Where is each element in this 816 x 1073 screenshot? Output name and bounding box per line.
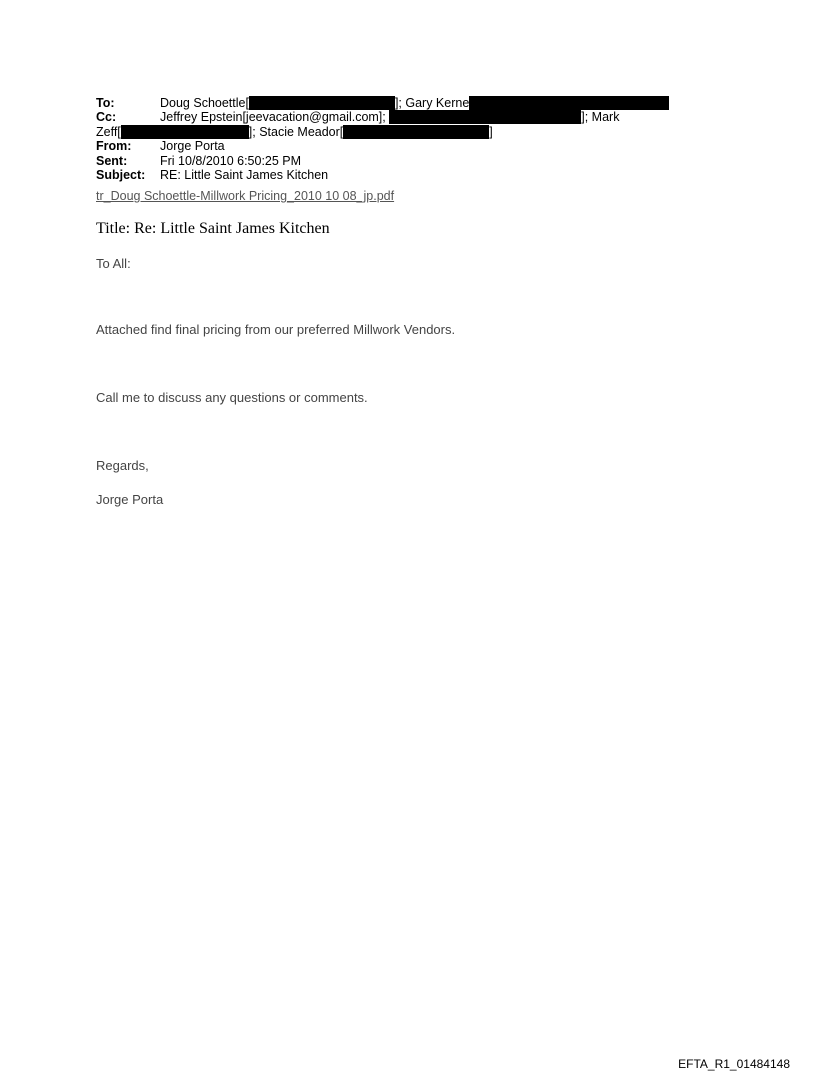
from-row [96, 139, 696, 153]
body-greeting: To All: [96, 256, 131, 271]
subject-value: RE: Little Saint James Kitchen [160, 167, 329, 182]
redaction-box [121, 125, 249, 139]
cc-cont-name: Zeff[ [96, 124, 121, 139]
cc-recipient: Jeffrey Epstein[jeevacation@gmail.com]; [160, 110, 386, 125]
redaction-box [469, 96, 669, 110]
sent-row [96, 154, 696, 168]
to-value [160, 96, 669, 110]
cc-cont-name-2: ]; Stacie Meador[ [248, 124, 344, 139]
cc-value [160, 110, 619, 124]
body-signature: Jorge Porta [96, 492, 164, 507]
subject-label: Subject: [96, 167, 146, 182]
attachment-link[interactable]: tr_Doug Schoettle-Millwork Pricing_2010 10 08_jp.pdf [96, 189, 395, 203]
redaction-box [249, 96, 395, 110]
redaction-box [343, 125, 489, 139]
body-line-1: Attached find final pricing from our preferred Millwork Vendors. [96, 322, 456, 337]
cc-continuation [96, 125, 493, 139]
email-header [96, 96, 696, 182]
redaction-box [389, 110, 581, 124]
cc-continuation-row [96, 125, 696, 139]
cc-cont-end: ] [489, 124, 493, 139]
cc-row [96, 110, 696, 124]
body-closing: Regards, [96, 458, 149, 473]
to-row [96, 96, 696, 110]
body-line-2: Call me to discuss any questions or comments. [96, 390, 368, 405]
page-title: Title: Re: Little Saint James Kitchen [96, 220, 330, 237]
to-separator: ]; Gary Kerne [394, 96, 470, 110]
cc-label: Cc: [96, 110, 117, 125]
to-name: Doug Schoettle[ [160, 96, 249, 110]
subject-row [96, 168, 696, 182]
from-label: From: [96, 139, 132, 154]
sent-value: Fri 10/8/2010 6:50:25 PM [160, 153, 302, 168]
sent-label: Sent: [96, 153, 128, 168]
to-label: To: [96, 96, 115, 110]
cc-recipient-2: ]; Mark [581, 110, 620, 125]
document-id: EFTA_R1_01484148 [678, 1057, 790, 1071]
from-value: Jorge Porta [160, 139, 225, 154]
